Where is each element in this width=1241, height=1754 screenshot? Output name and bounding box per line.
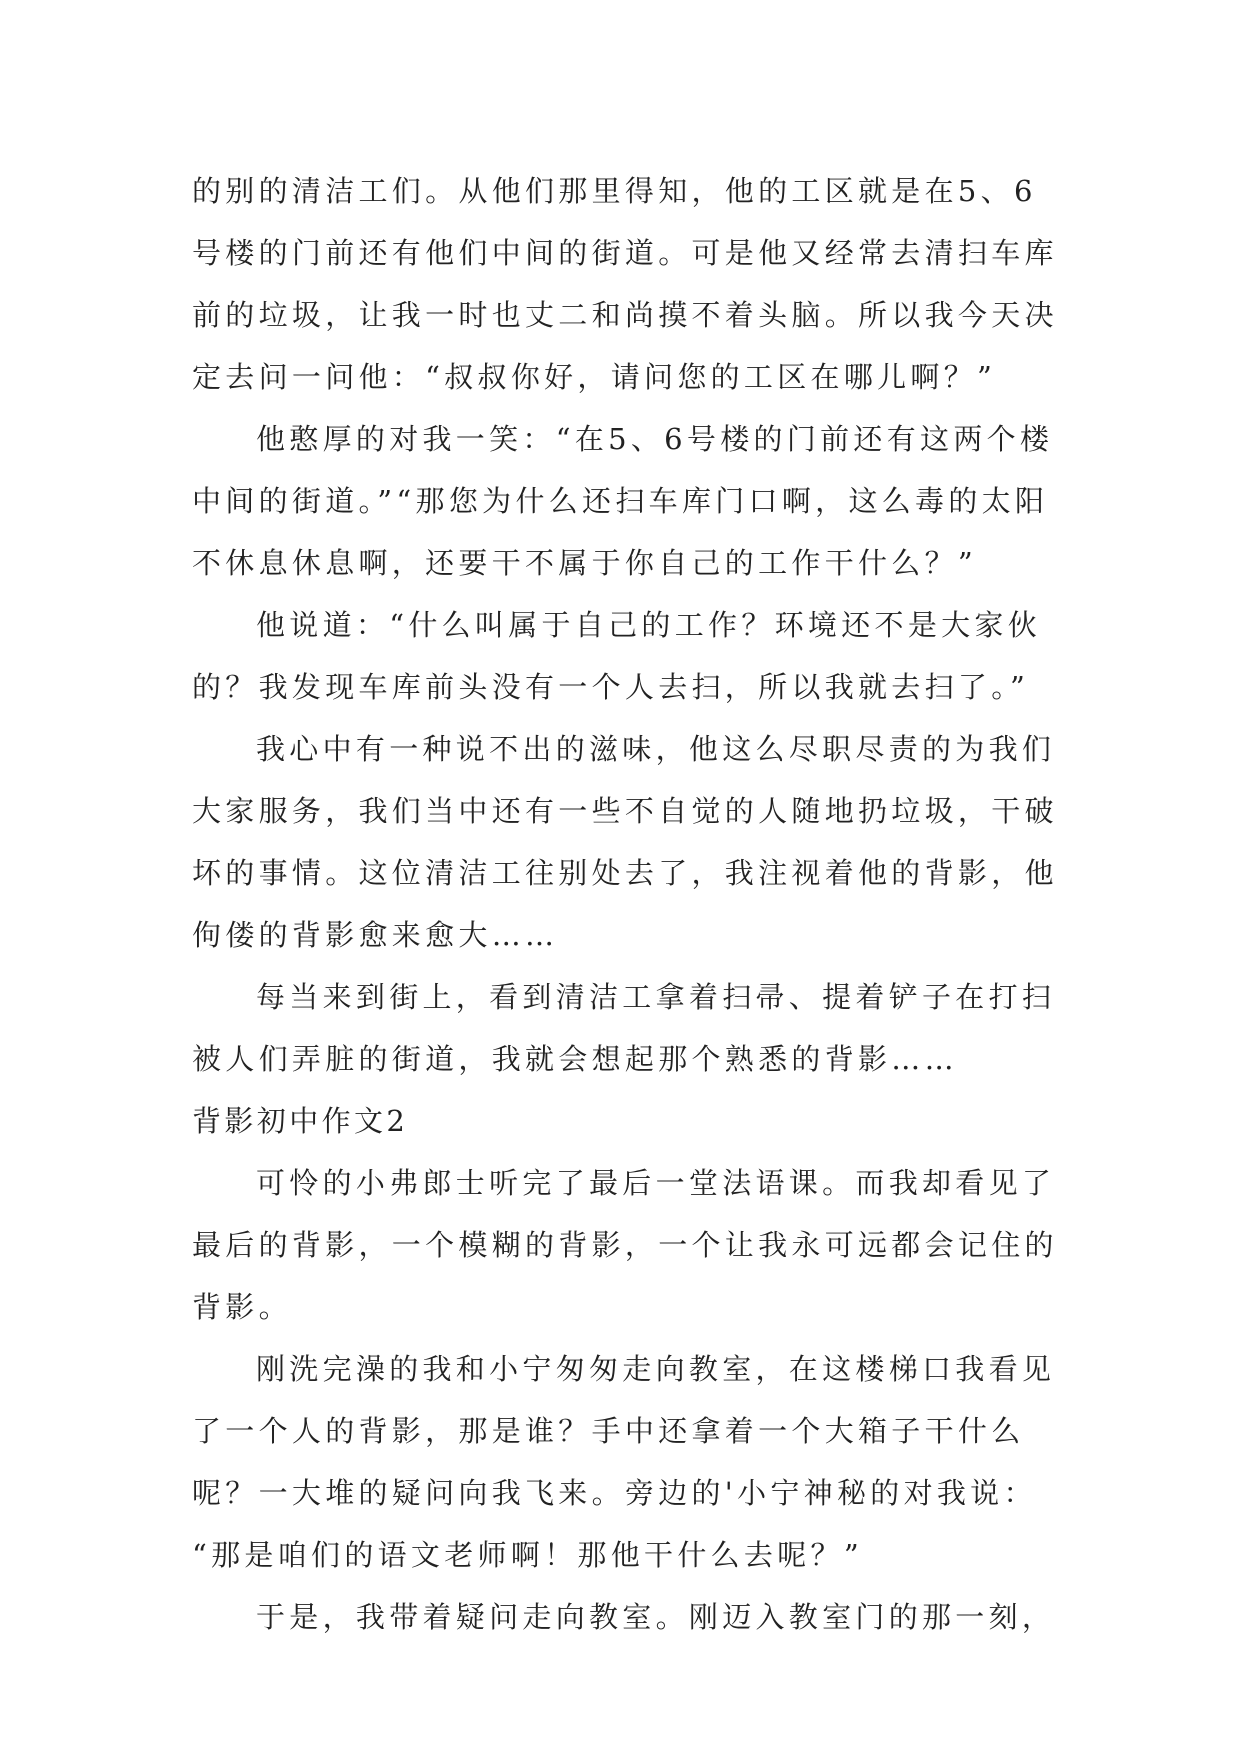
text-line: 坏的事情。这位清洁工往别处去了，我注视着他的背影，他 — [192, 856, 1058, 890]
paragraph-first-line: 刚洗完澡的我和小宁匆匆走向教室，在这楼梯口我看见 — [256, 1352, 1056, 1386]
paragraph-first-line: 每当来到街上，看到清洁工拿着扫帚、提着铲子在打扫 — [256, 980, 1056, 1014]
text-line: 被人们弄脏的街道，我就会想起那个熟悉的背影…… — [192, 1042, 958, 1076]
text-line: 了一个人的背影，那是谁？手中还拿着一个大箱子干什么 — [192, 1414, 1025, 1448]
section-heading: 背影初中作文2 — [192, 1104, 409, 1138]
text-line: 的别的清洁工们。从他们那里得知，他的工区就是在5、6 — [192, 174, 1037, 208]
text-line: 大家服务，我们当中还有一些不自觉的人随地扔垃圾，干破 — [192, 794, 1058, 828]
text-line: “那是咱们的语文老师啊！那他干什么去呢？” — [192, 1538, 863, 1572]
paragraph-first-line: 他说道：“什么叫属于自己的工作？环境还不是大家伙 — [256, 608, 1042, 642]
text-line: 不休息休息啊，还要干不属于你自己的工作干什么？” — [192, 546, 978, 580]
text-line: 呢？一大堆的疑问向我飞来。旁边的'小宁神秘的对我说： — [192, 1476, 1037, 1510]
paragraph-first-line: 我心中有一种说不出的滋味，他这么尽职尽责的为我们 — [256, 732, 1056, 766]
text-line: 中间的街道。”“那您为什么还扫车库门口啊，这么毒的太阳 — [192, 484, 1049, 518]
paragraph-first-line: 他憨厚的对我一笑：“在5、6号楼的门前还有这两个楼 — [256, 422, 1054, 456]
document-body — [192, 160, 1062, 1648]
text-line: 前的垃圾，让我一时也丈二和尚摸不着头脑。所以我今天决 — [192, 298, 1058, 332]
text-line: 号楼的门前还有他们中间的街道。可是他又经常去清扫车库 — [192, 236, 1058, 270]
text-line: 定去问一问他：“叔叔你好，请问您的工区在哪儿啊？” — [192, 360, 997, 394]
paragraph-first-line: 于是，我带着疑问走向教室。刚迈入教室门的那一刻， — [256, 1600, 1056, 1634]
paragraph-first-line: 可怜的小弗郎士听完了最后一堂法语课。而我却看见了 — [256, 1166, 1056, 1200]
text-line: 的？我发现车库前头没有一个人去扫，所以我就去扫了。” — [192, 670, 1030, 704]
text-line: 最后的背影，一个模糊的背影，一个让我永可远都会记住的 — [192, 1228, 1058, 1262]
text-line: 背影。 — [192, 1290, 292, 1324]
text-line: 佝偻的背影愈来愈大…… — [192, 918, 559, 952]
